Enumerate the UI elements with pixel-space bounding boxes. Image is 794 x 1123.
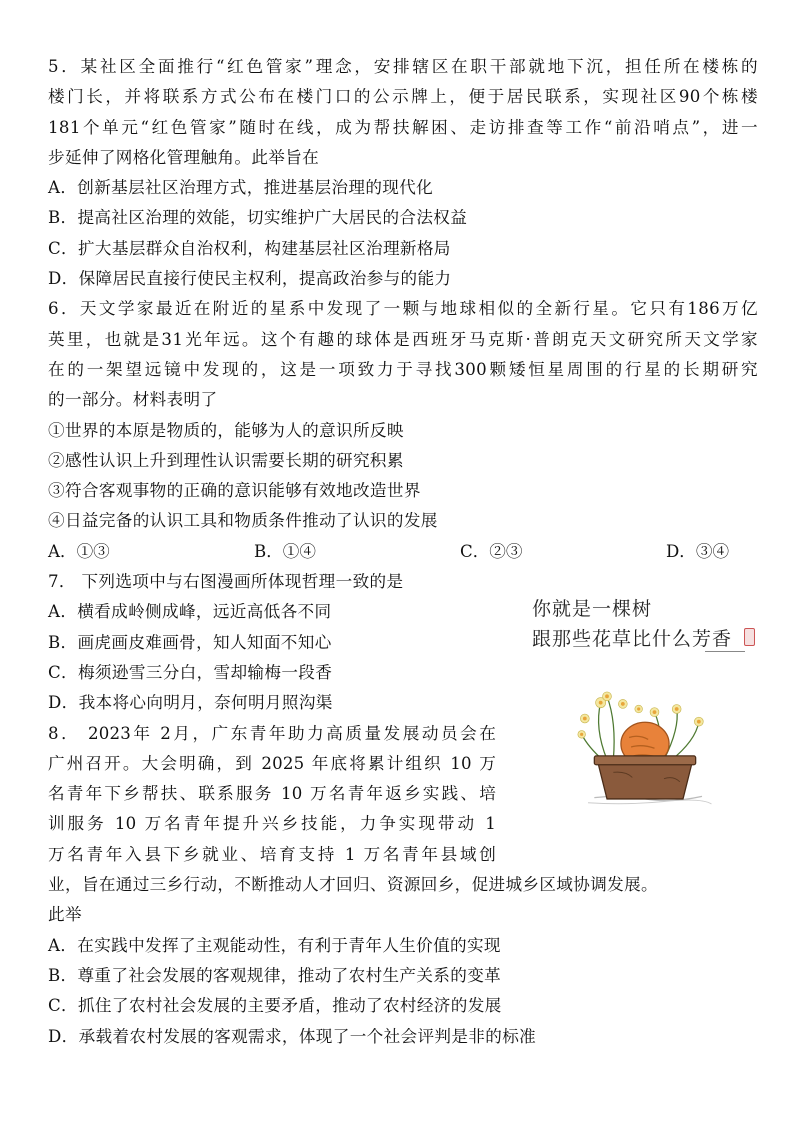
q8-stem-line: 业，旨在通过三乡行动，不断推动人才回归、资源回乡，促进城乡区域协调发展。: [48, 875, 658, 895]
flowerpot-icon: [594, 756, 695, 799]
q8-stem-line: 训服务 10 万名青年提升兴乡技能，力争实现带动 1: [48, 814, 496, 834]
q6-options: [48, 537, 758, 567]
q8-stem-line: 万名青年入县下乡就业、培育支持 1 万名青年县域创: [48, 844, 496, 864]
q8-stem-line: 名青年下乡帮扶、联系服务 10 万名青年返乡实践、培: [48, 784, 496, 804]
cat-in-flowerpot-cartoon: [525, 690, 765, 880]
q6-stem-line: 6．天文学家最近在附近的星系中发现了一颗与地球相似的全新行星。它只有186万亿: [48, 299, 758, 319]
q6-statement-4: ④日益完备的认识工具和物质条件推动了认识的发展: [48, 511, 438, 531]
q6-option-a: A．①③: [48, 541, 110, 561]
q7-option-d: D．我本将心向明月，奈何明月照沟渠: [48, 693, 333, 713]
q8-option-d: D．承载着农村发展的客观需求，体现了一个社会评判是非的标准: [48, 1026, 537, 1046]
q5-stem-line: 楼门长，并将联系方式公布在楼门口的公示牌上，便于居民联系，实现社区90个栋楼: [48, 87, 758, 107]
q7-option-c: C．梅须逊雪三分白，雪却输梅一段香: [48, 662, 333, 682]
q8-option-a: A．在实践中发挥了主观能动性，有利于青年人生价值的实现: [48, 935, 501, 955]
q7-stem: 7． 下列选项中与右图漫画所体现哲理一致的是: [48, 572, 404, 592]
q6-stem-line: 在的一架望远镜中发现的，这是一项致力于寻找300颗矮恒星周围的行星的长期研究: [48, 359, 758, 379]
q5-option-d: D．保障居民直接行使民主权利，提高政治参与的能力: [48, 269, 452, 289]
q5-option-c: C．扩大基层群众自治权利，构建基层社区治理新格局: [48, 238, 451, 258]
q5-option-a: A．创新基层社区治理方式，推进基层治理的现代化: [48, 178, 434, 198]
exam-page: [48, 52, 758, 1052]
q8-stem-line: 此举: [48, 905, 82, 925]
q8-option-b: B．尊重了社会发展的客观规律，推动了农村生产关系的变革: [48, 965, 502, 985]
q6-stem-line: 的一部分。材料表明了: [48, 390, 218, 410]
q5-option-b: B．提高社区治理的效能，切实维护广大居民的合法权益: [48, 208, 468, 228]
cartoon-seal-icon: [744, 628, 755, 646]
cartoon-caption-line: 你就是一棵树: [532, 598, 653, 620]
cartoon-caption: [532, 594, 732, 654]
cartoon-caption-line: 跟那些花草比什么芳香: [532, 628, 733, 650]
q6-option-c: C．②③: [460, 541, 523, 561]
q8-stem-line: 8． 2023年 2月，广东青年助力高质量发展动员会在: [48, 723, 496, 743]
q5-stem-line: 5．某社区全面推行“红色管家”理念，安排辖区在职干部就地下沉，担任所在楼栋的: [48, 57, 758, 76]
question-6: [48, 294, 758, 567]
q7-option-b: B．画虎画皮难画骨，知人知面不知心: [48, 632, 332, 652]
q6-statement-2: ②感性认识上升到理性认识需要长期的研究积累: [48, 450, 404, 470]
q8-option-c: C．抓住了农村社会发展的主要矛盾，推动了农村经济的发展: [48, 996, 502, 1016]
q6-stem-line: 英里，也就是31光年远。这个有趣的球体是西班牙马克斯·普朗克天文研究所天文学家: [48, 329, 758, 349]
q8-stem-line: 广州召开。大会明确，到 2025 年底将累计组织 10 万: [48, 753, 496, 773]
q6-statement-1: ①世界的本原是物质的，能够为人的意识所反映: [48, 420, 404, 440]
q6-statement-3: ③符合客观事物的正确的意识能够有效地改造世界: [48, 481, 421, 501]
q7-option-a: A．横看成岭侧成峰，远近高低各不同: [48, 602, 332, 622]
question-5: [48, 52, 758, 294]
q5-stem-line: 步延伸了网格化管理触角。此举旨在: [48, 147, 320, 167]
q6-option-b: B．①④: [254, 541, 316, 561]
q6-option-d: D．③④: [666, 541, 730, 561]
cartoon-signature-line: [705, 651, 745, 652]
q5-stem-line: 181个单元“红色管家”随时在线，成为帮扶解困、走访排查等工作“前沿哨点”，进一: [48, 117, 758, 137]
